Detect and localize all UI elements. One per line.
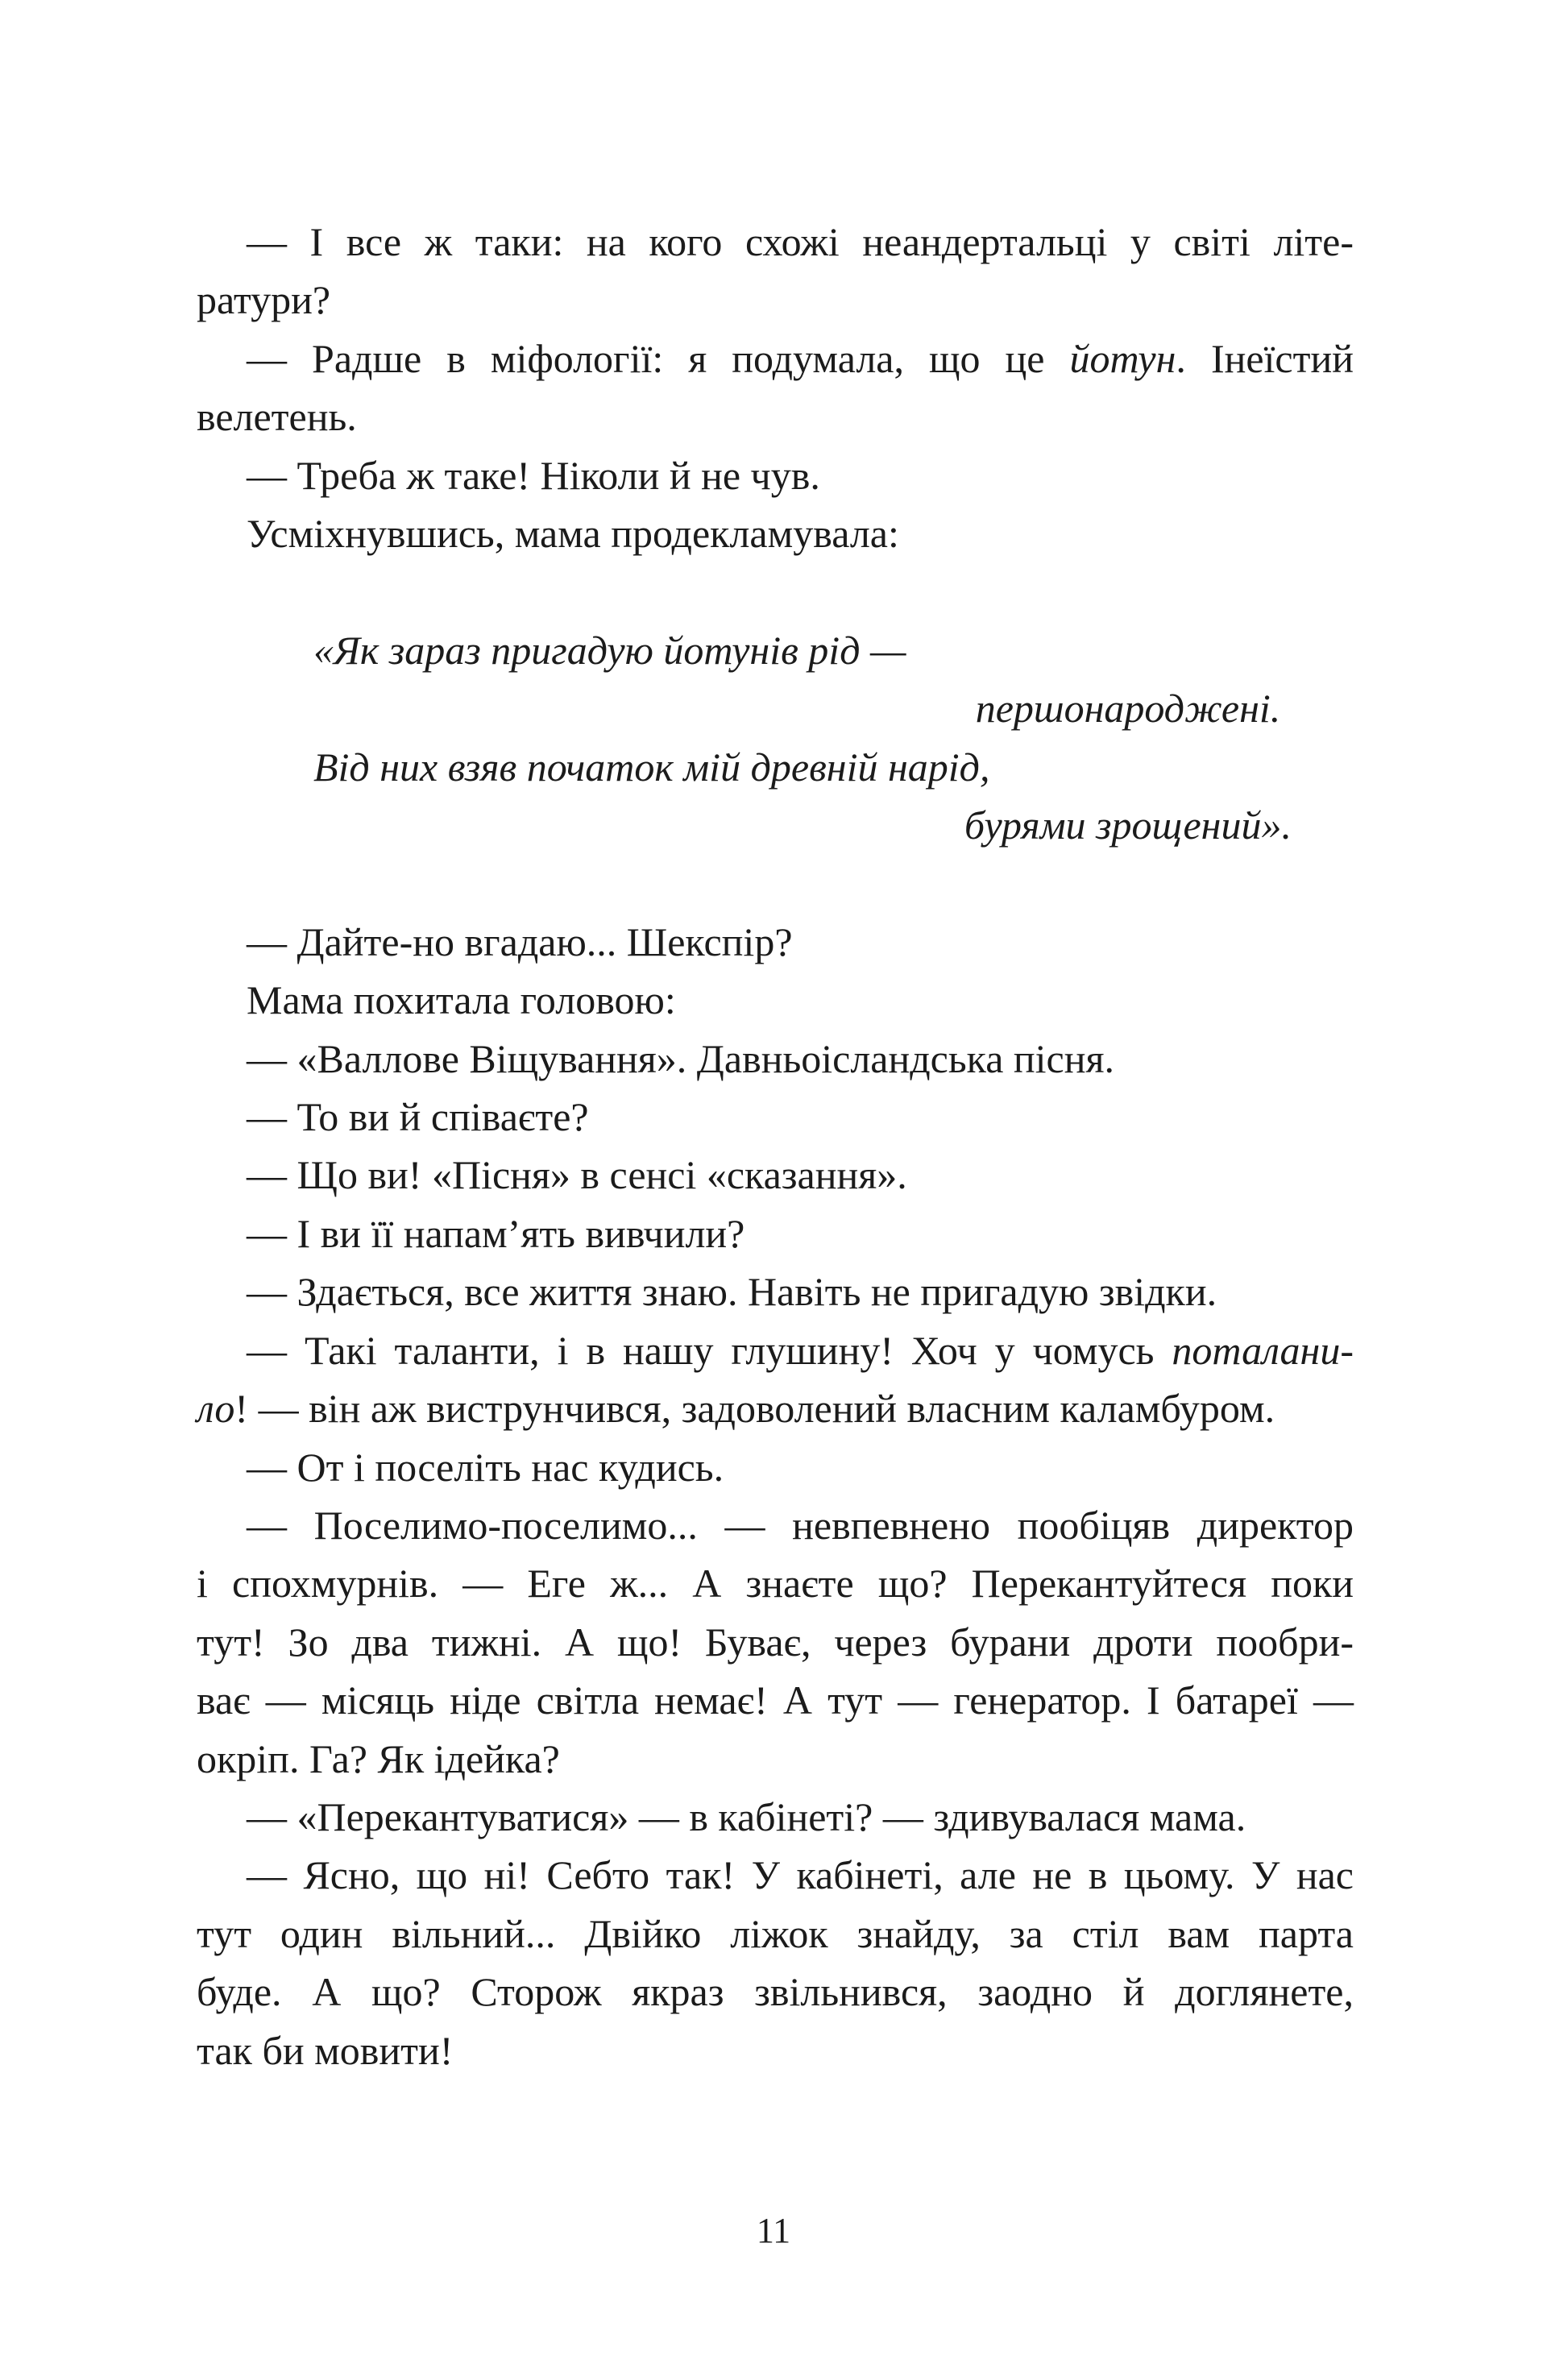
page-text [197,0,1354,2079]
text-segment: — І ви її напам’ять вивчили? [247,1210,745,1256]
paragraph [197,446,1354,504]
text-segment: так би мовити! [197,2027,454,2073]
text-line [197,2021,1354,2079]
text-segment: ! — він аж виструнчився, задоволений власним каламбуром. [234,1386,1275,1432]
text-segment: — То ви й співаєте? [247,1094,589,1140]
verse-block [197,621,1354,855]
page-number: 11 [756,2211,791,2250]
text-segment: — Ясно, що ні! Себто так! У кабінеті, але не в цьому. У нас [247,1852,1354,1898]
text-segment: — Що ви! «Пісня» в сенсі «сказання». [247,1152,907,1198]
text-segment: і спохмурнів. — Еге ж... А знаєте що? Перекантуйтеся поки [197,1561,1354,1607]
verse-line [313,621,1354,679]
text-segment: — «Валлове Віщування». Давньоісландська пісня. [247,1035,1115,1081]
text-line [197,1263,1354,1321]
paragraph [197,1088,1354,1146]
text-line [197,1905,1354,1963]
text-line [197,1613,1354,1671]
text-line [197,1554,1354,1612]
text-line [197,504,1354,562]
paragraph [197,1263,1354,1321]
paragraph [197,1146,1354,1204]
italic-text-segment: поталани- [1172,1327,1354,1373]
italic-text-segment: першонароджені. [975,686,1281,732]
paragraph [197,330,1354,446]
paragraph [197,1438,1354,1496]
text-line [197,330,1354,388]
text-line [197,1730,1354,1788]
text-segment: Мама похитала головою: [247,977,676,1023]
text-segment: — Здається, все життя знаю. Навіть не пригадую звідки. [247,1269,1217,1315]
paragraph [197,1321,1354,1438]
italic-text-segment: Від них взяв початок мій древній нарід, [313,744,990,790]
text-line [197,1438,1354,1496]
paragraph [197,971,1354,1029]
text-segment: тут один вільний... Двійко ліжок знайду, за стіл вам парта [197,1910,1354,1956]
text-line [197,213,1354,271]
text-line [197,446,1354,504]
text-segment: окріп. Га? Як ідейка? [197,1735,560,1781]
text-segment: — Поселимо-поселимо... — невпевнено пообіцяв директор [247,1502,1354,1548]
text-segment: велетень. [197,394,357,440]
paragraph [197,1496,1354,1788]
text-line [197,1088,1354,1146]
text-segment: — Такі таланти, і в нашу глушину! Хоч у чомусь [247,1327,1172,1373]
text-segment: — «Перекантуватися» — в кабінеті? — здивувалася мама. [247,1793,1246,1839]
text-segment: . Інеїстий [1176,335,1354,381]
paragraph [197,1846,1354,2079]
verse-line [886,679,1370,737]
text-line [197,1321,1354,1379]
verse-line [313,738,1354,796]
text-line [197,1788,1354,1846]
verse-line [886,796,1370,854]
italic-text-segment: бурями зрощений». [964,802,1292,848]
text-line [197,1496,1354,1554]
paragraph [197,913,1354,971]
paragraph [197,1788,1354,1846]
text-line [197,1205,1354,1263]
text-line [197,1030,1354,1088]
text-segment: — Радше в міфології: я подумала, що це [247,335,1070,381]
text-segment: ває — місяць ніде світла немає! А тут — генератор. І батареї — [197,1677,1354,1723]
text-segment: Усміхнувшись, мама продекламувала: [247,511,899,557]
text-line [197,388,1354,446]
text-segment: тут! Зо два тижні. А що! Буває, через бурани дроти пообри- [197,1619,1354,1665]
text-line [197,971,1354,1029]
text-line [197,913,1354,971]
text-segment: — От і поселіть нас кудись. [247,1444,724,1490]
paragraph [197,1030,1354,1088]
text-line [197,1379,1354,1437]
italic-text-segment: ло [197,1386,235,1432]
paragraph [197,1205,1354,1263]
text-line [197,1846,1354,1904]
text-line [197,1671,1354,1729]
text-segment: — Треба ж таке! Ніколи й не чув. [247,452,820,498]
text-segment: — І все ж таки: на кого схожі неандертальці у світі літе- [247,219,1354,264]
text-segment: — Дайте-но вгадаю... Шекспір? [247,918,793,964]
text-segment: ратури? [197,277,331,323]
italic-text-segment: «Як зараз пригадую йотунів рід — [313,627,906,673]
text-segment: буде. А що? Сторож якраз звільнився, заодно й доглянете, [197,1969,1354,2015]
paragraph [197,504,1354,562]
text-line [197,1963,1354,2021]
text-line [197,1146,1354,1204]
text-line [197,271,1354,329]
italic-text-segment: йотун [1069,335,1176,381]
paragraph [197,213,1354,330]
